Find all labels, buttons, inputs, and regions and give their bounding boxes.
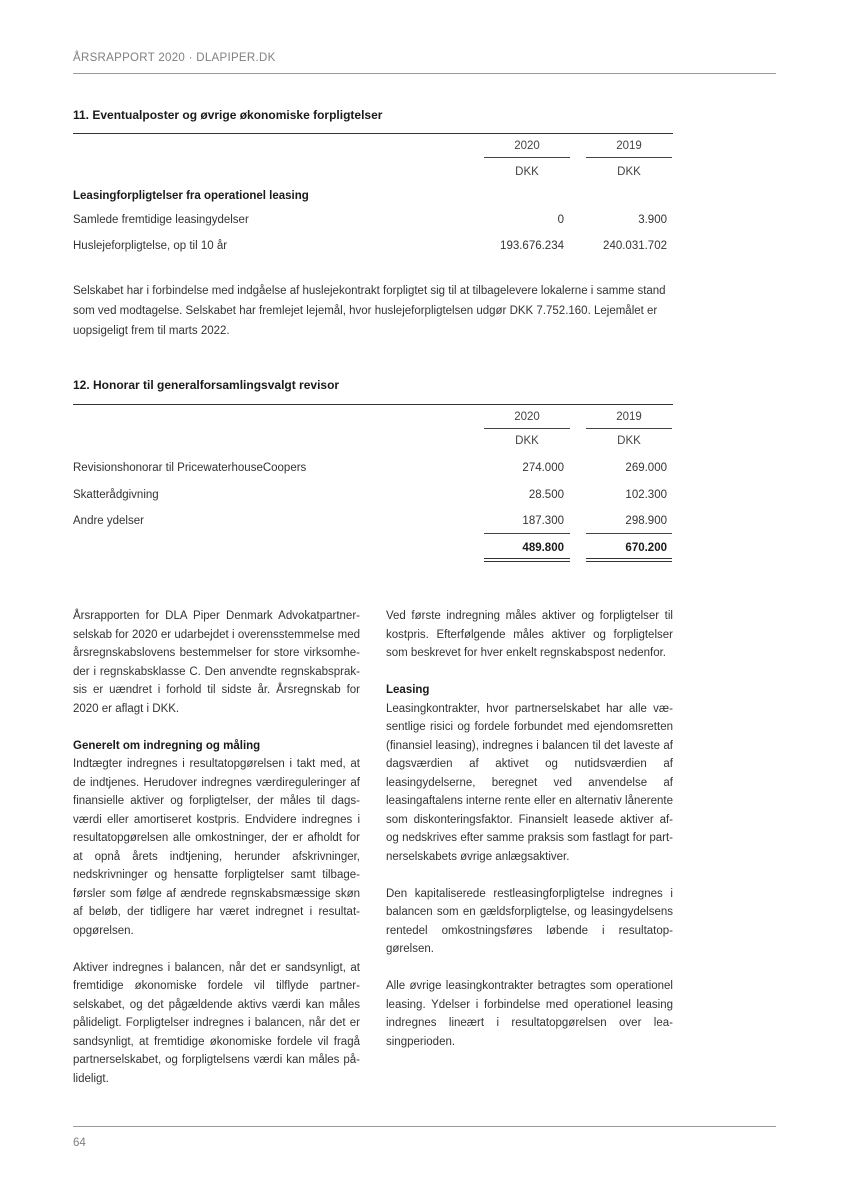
- table-row-label: Revisionshonorar til PricewaterhouseCoopers: [73, 462, 307, 474]
- right-text-column: [386, 607, 673, 1070]
- col-rule-2020: [484, 428, 570, 429]
- table-cell-2019: 102.300: [625, 489, 667, 501]
- table-cell-2020: 28.500: [528, 489, 564, 501]
- group-label: Leasingforpligtelser fra operationel leasing: [73, 190, 309, 202]
- table-cell-2019: 269.000: [625, 462, 667, 474]
- table-cell-2020: 274.000: [522, 462, 564, 474]
- section-11-rule: [73, 133, 673, 134]
- col-unit-2019: DKK: [617, 166, 641, 178]
- table-row-label: Samlede fremtidige leasingydelser: [73, 214, 249, 226]
- intro-paragraph: Årsrapporten for DLA Piper Denmark Advokatpartnerselskab for 2020 er udarbejdet i overensstemmelse med årsregnskabslovens bestemmelser for store virksomheder i regnskabsklasse C. Den anvendte regnskabspraksis er uændret i forhold til sidste år. Årsregnskab for 2020 er aflagt i DKK.: [73, 610, 360, 715]
- total-double-rule-2020: [484, 558, 570, 562]
- recognition-paragraph: Indtægter indregnes i resultatopgørelsen i takt med, at de indtjenes. Herudover indregnes værdireguleringer af finansielle aktiver og forpligtelser, der måles til dagsværdi eller amortiseret kostpris. Endvidere indregnes i resultatopgørelsen alle omkostninger, der er afholdt for at opnå årets indtjening, herunder afskrivninger, nedskrivninger og hensatte forpligtelser samt tilbageførsler som følge af ændrede regnskabsmæssige skøn af beløb, der tidligere har været indregnet i resultatopgørelsen.: [73, 758, 360, 937]
- total-double-rule-2019: [586, 558, 672, 562]
- section-12-title: 12. Honorar til generalforsamlingsvalgt revisor: [73, 378, 340, 392]
- assets-paragraph: Aktiver indregnes i balancen, når det er sandsynligt, at fremtidige økonomiske fordele vil tilflyde partnerselskabet, og det pågældende aktivs værdi kan måles pålideligt. Forpligtelser indregnes i balancen, når det er sandsynligt, at fremtidige økonomiske fordele vil fragå partnerselskabet, og forpligtelsens værdi kan måles pålideligt.: [73, 961, 360, 1085]
- table-row-label: Andre ydelser: [73, 515, 144, 527]
- lease-liability-paragraph: Den kapitaliserede restleasingforpligtelse indregnes i balancen som en gældsforpligtelse, og leasingydelsens rentedel omkostningsføres løbende i resultatopgørelsen.: [386, 887, 673, 955]
- table-cell-2019: 298.900: [625, 515, 667, 527]
- section-11-note: Selskabet har i forbindelse med indgåelse af huslejekontrakt forpligtet sig til at tilbagelevere lokalerne i samme stand som ved modtagelse. Selskabet har fremlejet lejemål, hvor huslejeforpligtelsen udgør DKK 7.752.160. Lejemålet er uopsigeligt frem til marts 2022.: [73, 285, 666, 337]
- table-row-label: Huslejeforpligtelse, op til 10 år: [73, 240, 228, 252]
- subtotal-rule-2019: [586, 533, 672, 534]
- left-text-column: [73, 607, 360, 1107]
- col-year-2020: 2020: [514, 140, 540, 152]
- leasing-paragraph: Leasingkontrakter, hvor partnerselskabet har alle væsentlige risici og fordele forbundet med ejendomsretten (finansiel leasing), indregnes i balancen til det laveste af dagsværdien af aktivet og nutidsværdien af leasingydelserne, beregnet ved anvendelse af leasingaftalens interne rente eller en alternativ lånerente som diskonteringsfaktor. Finansielt leasede aktiver af- og nedskrives efter samme praksis som fastlagt for partnerselskabets øvrige anlægsaktiver.: [386, 702, 673, 863]
- table-cell-2019: 3.900: [638, 214, 667, 226]
- running-header: ÅRSRAPPORT 2020 · DLAPIPER.DK: [73, 52, 276, 64]
- subtotal-rule-2020: [484, 533, 570, 534]
- table-cell-2019: 240.031.702: [603, 240, 667, 252]
- section-12-rule: [73, 404, 673, 405]
- total-2019: 670.200: [625, 542, 667, 554]
- col-rule-2019: [586, 157, 672, 158]
- col-rule-2019: [586, 428, 672, 429]
- page-number: 64: [73, 1137, 86, 1149]
- section-11-title: 11. Eventualposter og øvrige økonomiske forpligtelser: [73, 108, 383, 122]
- table-row-label: Skatterådgivning: [73, 489, 159, 501]
- col-year-2019: 2019: [616, 140, 642, 152]
- table-cell-2020: 187.300: [522, 515, 564, 527]
- col-year-2019: 2019: [616, 411, 642, 423]
- table-cell-2020: 193.676.234: [500, 240, 564, 252]
- col-year-2020: 2020: [514, 411, 540, 423]
- total-2020: 489.800: [522, 542, 564, 554]
- footer-rule: [73, 1126, 776, 1127]
- col-unit-2020: DKK: [515, 166, 539, 178]
- recognition-heading: Generelt om indregning og måling: [73, 739, 261, 752]
- table-cell-2020: 0: [557, 214, 564, 226]
- initial-measurement-paragraph: Ved første indregning måles aktiver og forpligtelser til kostpris. Efterfølgende måles aktiver og forpligtelser som beskrevet for hver enkelt regnskabspost nedenfor.: [386, 610, 673, 659]
- col-unit-2019: DKK: [617, 435, 641, 447]
- leasing-heading: Leasing: [386, 684, 430, 696]
- header-rule: [73, 73, 776, 74]
- col-unit-2020: DKK: [515, 435, 539, 447]
- operating-lease-paragraph: Alle øvrige leasingkontrakter betragtes som operationel leasing. Ydelser i forbindelse med operationel leasing indregnes lineært i resultatopgørelsen over leasingperioden.: [386, 980, 673, 1048]
- col-rule-2020: [484, 157, 570, 158]
